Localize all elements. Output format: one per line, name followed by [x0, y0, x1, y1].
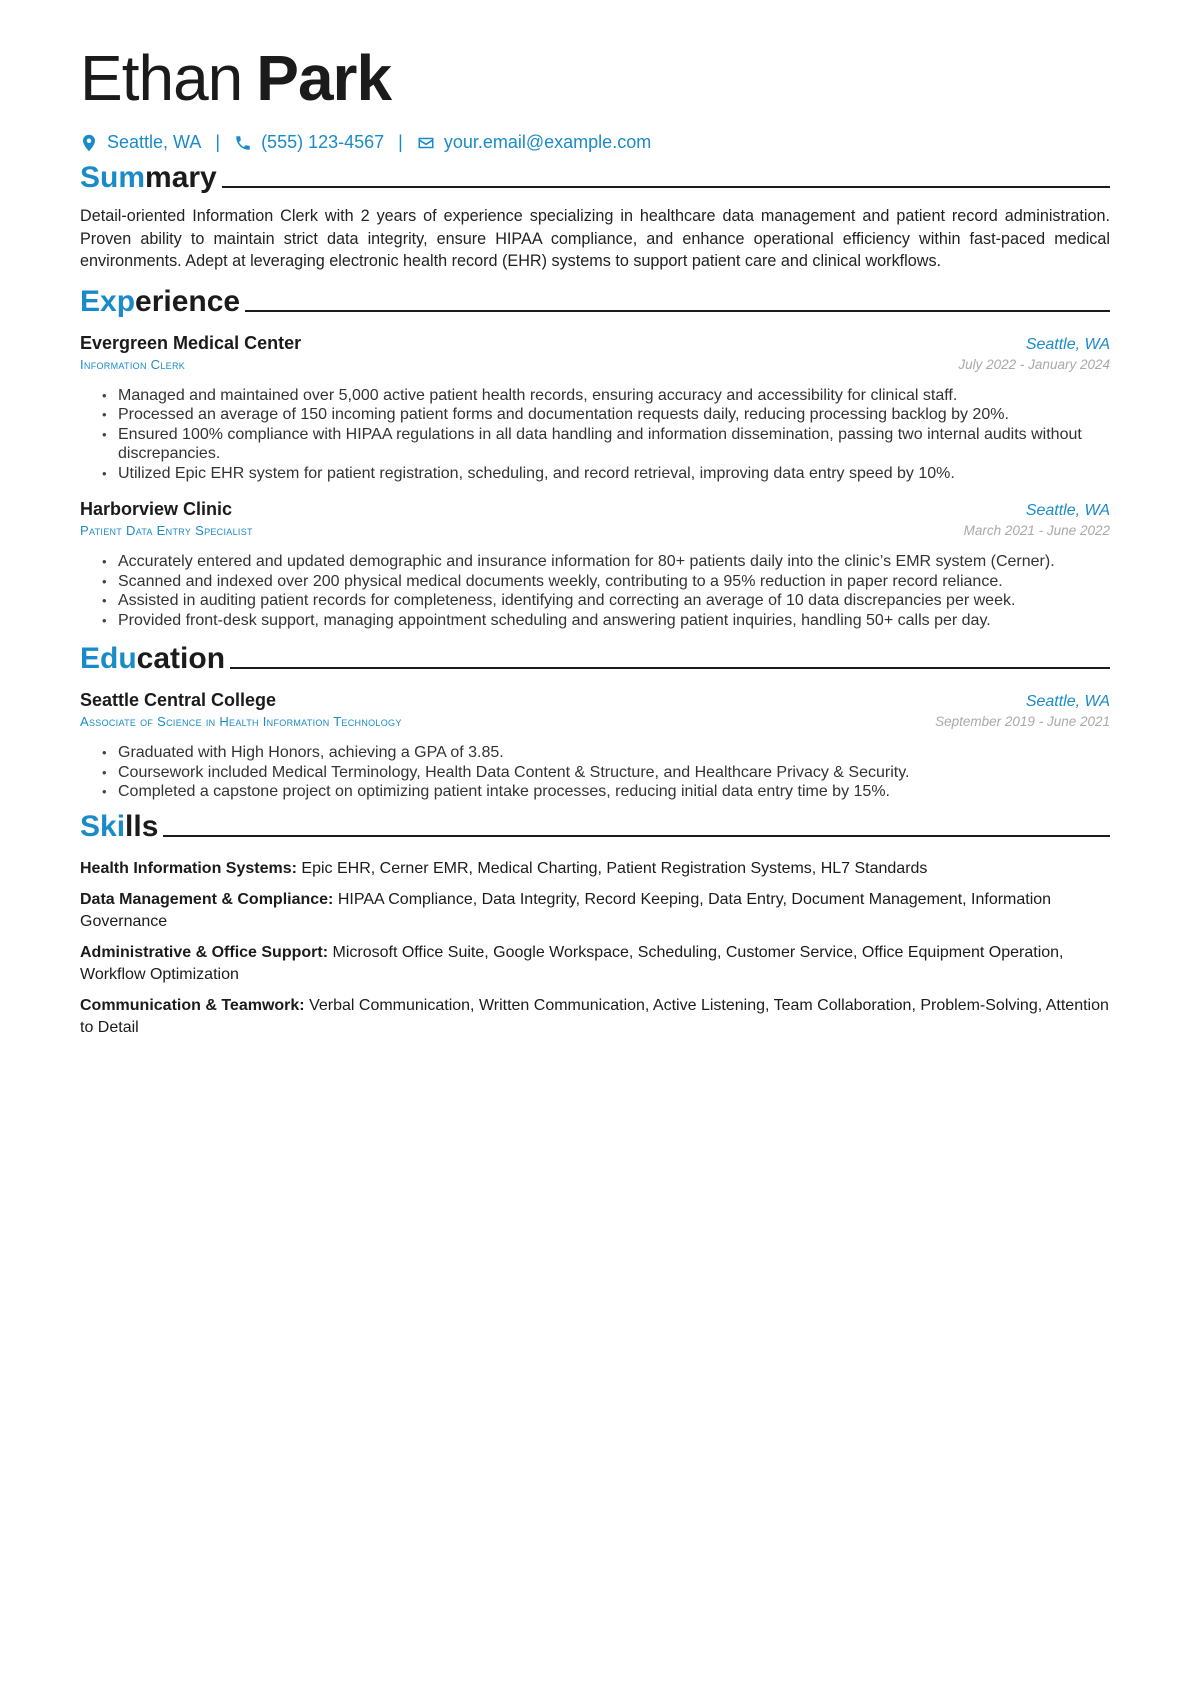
- contact-bar: [80, 132, 1110, 153]
- summary-title: Summary: [80, 161, 217, 194]
- section-heading: [80, 806, 1110, 844]
- contact-email[interactable]: [417, 132, 651, 153]
- skills-section: [80, 806, 1110, 1039]
- skill-row: [80, 995, 1110, 1039]
- contact-location: [80, 132, 201, 153]
- skill-values: Verbal Communication, Written Communication, Active Listening, Team Collaboration, Problem-Solving, Attention to Detail: [80, 996, 1109, 1036]
- school-name: Seattle Central College: [80, 690, 277, 710]
- envelope-icon: [417, 134, 435, 152]
- first-name: Ethan: [80, 42, 243, 114]
- list-item: • Assisted in auditing patient records for completeness, identifying and correcting an average of 10 data discrepancies per week.: [104, 591, 1110, 611]
- candidate-name: [80, 40, 1110, 116]
- employer-name: Harborview Clinic: [80, 499, 233, 519]
- bullet-list: [80, 552, 1110, 630]
- skill-category: Data Management & Compliance:: [80, 890, 334, 908]
- summary-section: [80, 157, 1110, 273]
- entry-location: Seattle, WA: [1025, 693, 1110, 710]
- skill-values: Epic EHR, Cerner EMR, Medical Charting, Patient Registration Systems, HL7 Standards: [301, 859, 928, 877]
- last-name: Park: [256, 42, 392, 114]
- section-heading: [80, 281, 1110, 319]
- bullet-list: [80, 743, 1110, 802]
- skills-title: Skills: [80, 809, 159, 843]
- job-title: Patient Data Entry Specialist: [80, 523, 253, 538]
- list-item: • Scanned and indexed over 200 physical medical documents weekly, contributing to a 95% reduction in paper record reliance.: [104, 572, 1110, 592]
- degree-title: Associate of Science in Health Information Technology: [80, 714, 402, 729]
- phone-text: (555) 123-4567: [261, 132, 385, 152]
- experience-entry: [80, 333, 1110, 484]
- entry-location: Seattle, WA: [1025, 335, 1110, 353]
- job-title: Information Clerk: [80, 356, 186, 372]
- contact-separator: |: [215, 132, 221, 152]
- entry-dates: March 2021 - June 2022: [963, 523, 1110, 538]
- skill-category: Communication & Teamwork:: [80, 996, 305, 1014]
- education-entry: [80, 690, 1110, 802]
- email-link: your.email@example.com: [443, 132, 652, 152]
- location-text: Seattle, WA: [107, 132, 202, 152]
- map-pin-icon: [80, 134, 98, 152]
- skills-list: [80, 858, 1110, 1039]
- phone-icon: [234, 134, 252, 152]
- bullet-list: [80, 386, 1110, 484]
- list-item: • Ensured 100% compliance with HIPAA regulations in all data handling and information dissemination, passing two internal audits without discrepancies.: [104, 425, 1110, 464]
- list-item: • Managed and maintained over 5,000 active patient health records, ensuring accuracy and accessibility for clinical staff.: [104, 386, 1110, 406]
- entry-location: Seattle, WA: [1025, 502, 1110, 519]
- entry-dates: September 2019 - June 2021: [935, 714, 1110, 729]
- employer-name: Evergreen Medical Center: [80, 332, 302, 353]
- entry-dates: July 2022 - January 2024: [958, 356, 1110, 372]
- section-divider: [245, 310, 1110, 312]
- skill-category: Administrative & Office Support:: [80, 943, 329, 961]
- skill-values: HIPAA Compliance, Data Integrity, Record Keeping, Data Entry, Document Management, Information Governance: [80, 890, 1052, 930]
- section-heading: [80, 157, 1110, 195]
- list-item: • Utilized Epic EHR system for patient registration, scheduling, and record retrieval, improving data entry speed by 10%.: [104, 464, 1110, 484]
- education-title: Education: [80, 642, 226, 675]
- list-item: • Completed a capstone project on optimizing patient intake processes, reducing initial data entry time by 15%.: [104, 782, 1110, 802]
- list-item: • Provided front-desk support, managing appointment scheduling and answering patient inquiries, handling 50+ calls per day.: [104, 611, 1110, 631]
- summary-text: Detail-oriented Information Clerk with 2 years of experience specializing in healthcare data management and patient record administration. Proven ability to maintain strict data integrity, ensure HIPAA compliance, and enhance operational efficiency within fast-paced medical environments. Adept at leveraging electronic health record (EHR) systems to support patient care and clinical workflows.: [80, 207, 1110, 270]
- list-item: • Processed an average of 150 incoming patient forms and documentation requests daily, reducing processing backlog by 20%.: [104, 405, 1110, 425]
- section-divider: [163, 835, 1110, 837]
- list-item: • Graduated with High Honors, achieving a GPA of 3.85.: [104, 743, 1110, 763]
- experience-section: [80, 281, 1110, 631]
- experience-title: Experience: [80, 284, 241, 318]
- contact-separator: |: [398, 132, 403, 152]
- education-section: [80, 638, 1110, 802]
- list-item: • Accurately entered and updated demographic and insurance information for 80+ patients daily into the clinic’s EMR system (Cerner).: [104, 552, 1110, 572]
- list-item: • Coursework included Medical Terminology, Health Data Content & Structure, and Healthcare Privacy & Security.: [104, 763, 1110, 783]
- skill-row: [80, 858, 1110, 880]
- contact-phone[interactable]: [234, 132, 384, 153]
- skill-values: Microsoft Office Suite, Google Workspace, Scheduling, Customer Service, Office Equipment Operation, Workflow Optimization: [80, 943, 1064, 983]
- skill-category: Health Information Systems:: [80, 859, 297, 877]
- section-heading: [80, 638, 1110, 676]
- skill-row: [80, 942, 1110, 986]
- skill-row: [80, 889, 1110, 933]
- section-divider: [230, 667, 1110, 669]
- experience-entry: [80, 499, 1110, 630]
- section-divider: [222, 186, 1110, 188]
